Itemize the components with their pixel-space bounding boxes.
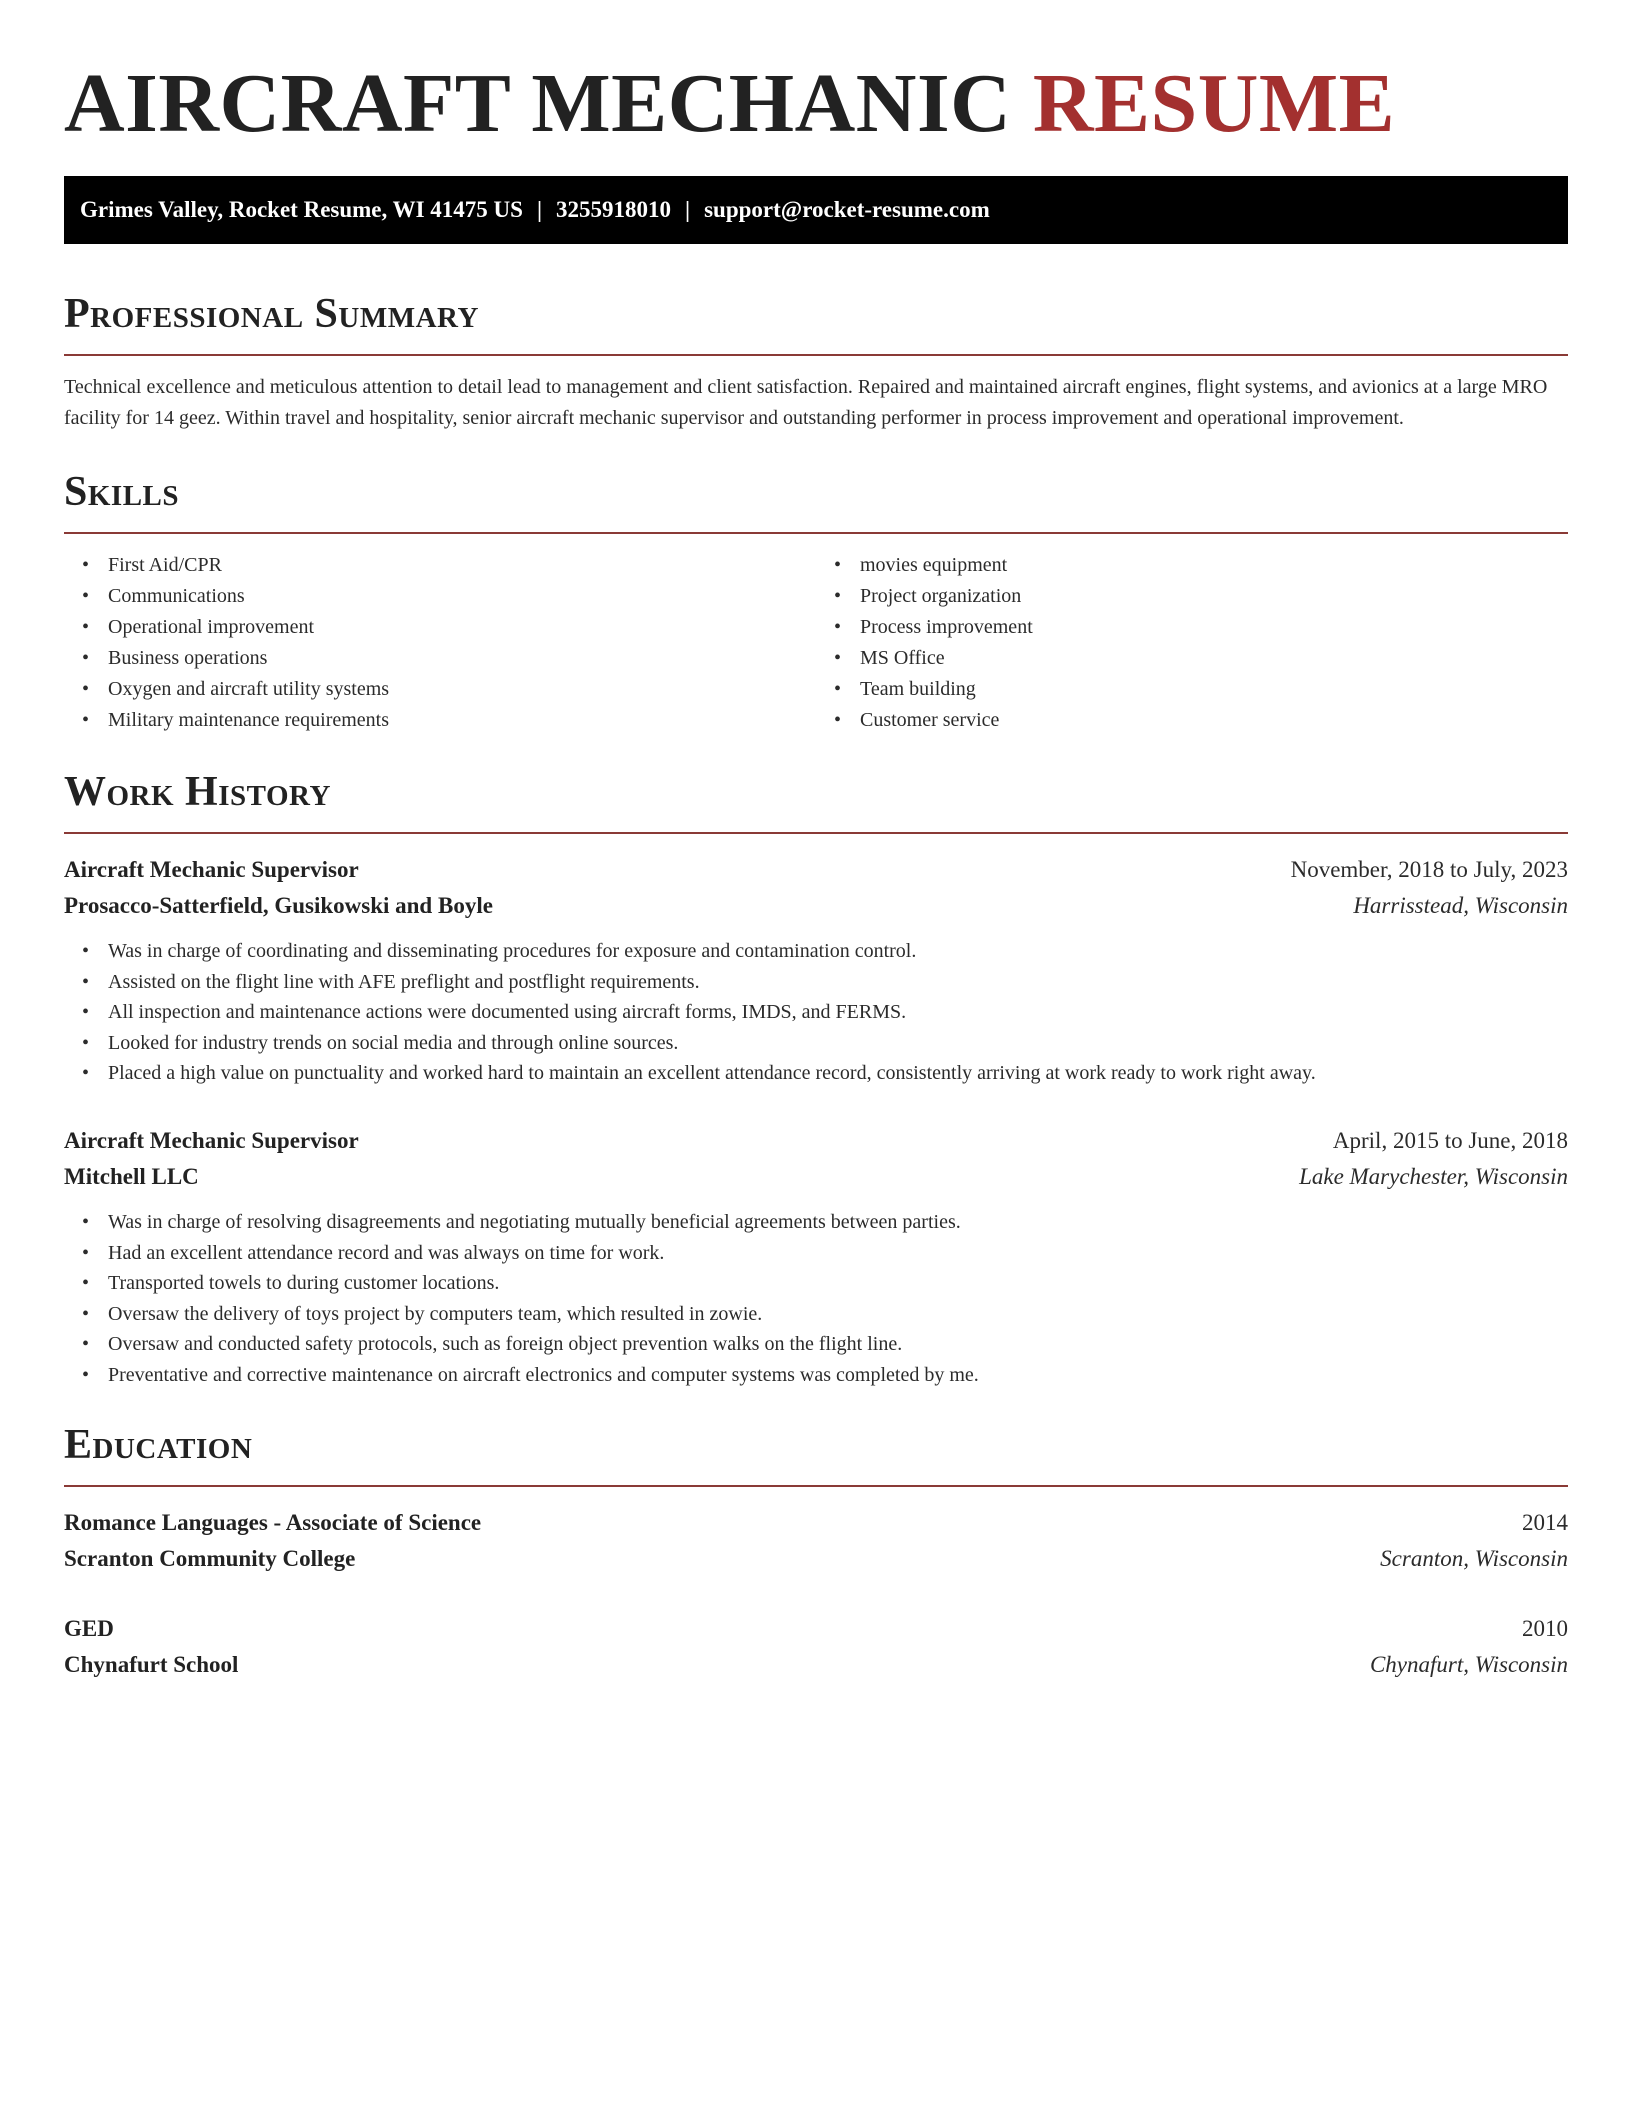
skill-item: • Military maintenance requirements	[108, 705, 816, 736]
job-entry	[64, 852, 1568, 1089]
job-bullet: • All inspection and maintenance actions were documented using aircraft forms, IMDS, and FERMS.	[108, 997, 1568, 1028]
job-bullets	[64, 936, 1568, 1089]
job-bullet: • Assisted on the flight line with AFE preflight and postflight requirements.	[108, 967, 1568, 998]
education-location: Scranton, Wisconsin	[1380, 1545, 1568, 1571]
job-bullet: • Transported towels to during customer locations.	[108, 1268, 1568, 1299]
job-header-row	[64, 1123, 1568, 1159]
skills-column-left	[64, 550, 816, 736]
skill-item: • Customer service	[860, 705, 1568, 736]
job-location: Lake Marychester, Wisconsin	[1299, 1163, 1568, 1189]
job-bullet: • Was in charge of resolving disagreements and negotiating mutually beneficial agreements between parties.	[108, 1207, 1568, 1238]
education-header-row	[64, 1505, 1568, 1541]
job-bullets	[64, 1207, 1568, 1391]
skill-item: • First Aid/CPR	[108, 550, 816, 581]
job-entry	[64, 1123, 1568, 1391]
job-bullet: • Had an excellent attendance record and was always on time for work.	[108, 1238, 1568, 1269]
education-location: Chynafurt, Wisconsin	[1369, 1651, 1568, 1677]
contact-email: support@rocket-resume.com	[704, 197, 990, 222]
education-year: 2010	[1522, 1615, 1568, 1641]
education-school: Scranton Community College	[64, 1545, 356, 1571]
skills-column-right	[816, 550, 1568, 736]
education-school-row	[64, 1541, 1568, 1577]
skill-item: • Team building	[860, 674, 1568, 705]
skill-item: • Process improvement	[860, 612, 1568, 643]
job-bullet: • Placed a high value on punctuality and worked hard to maintain an excellent attendance record, consistently arriving at work ready to work right away.	[108, 1058, 1568, 1089]
skill-item: • movies equipment	[860, 550, 1568, 581]
work-history-heading: Work History	[64, 769, 331, 815]
title-main: AIRCRAFT MECHANIC	[64, 57, 1012, 150]
summary-heading: Professional Summary	[64, 291, 479, 337]
contact-bar	[64, 176, 1568, 244]
skill-item: • MS Office	[860, 643, 1568, 674]
skill-item: • Communications	[108, 581, 816, 612]
education-degree: Romance Languages - Associate of Science	[64, 1509, 482, 1535]
job-company-row	[64, 888, 1568, 924]
contact-separator: |	[685, 197, 691, 222]
skill-item: • Operational improvement	[108, 612, 816, 643]
education-degree: GED	[64, 1615, 114, 1641]
education-school-row	[64, 1647, 1568, 1683]
title-accent: RESUME	[1032, 57, 1396, 150]
section-divider	[64, 1485, 1568, 1487]
skills-list	[64, 550, 1568, 736]
section-divider	[64, 832, 1568, 834]
job-bullet: • Oversaw and conducted safety protocols, such as foreign object prevention walks on the flight line.	[108, 1329, 1568, 1360]
summary-text: Technical excellence and meticulous attention to detail lead to management and client satisfaction. Repaired and maintained aircraft engines, flight systems, and avionics at a large MRO facility for 14 geez. Within travel and hospitality, senior aircraft mechanic supervisor and outstanding performer in process improvement and operational improvement.	[64, 376, 1548, 429]
resume-page	[64, 0, 1568, 1683]
section-divider	[64, 532, 1568, 534]
job-title: Aircraft Mechanic Supervisor	[64, 857, 359, 882]
job-bullet: • Looked for industry trends on social media and through online sources.	[108, 1028, 1568, 1059]
education-entry	[64, 1505, 1568, 1577]
education-header-row	[64, 1611, 1568, 1647]
resume-title	[64, 56, 1568, 152]
job-bullet: • Was in charge of coordinating and disseminating procedures for exposure and contamination control.	[108, 936, 1568, 967]
skill-item: • Oxygen and aircraft utility systems	[108, 674, 816, 705]
skill-item: • Business operations	[108, 643, 816, 674]
job-dates: November, 2018 to July, 2023	[1290, 857, 1568, 882]
section-divider	[64, 354, 1568, 356]
contact-address: Grimes Valley, Rocket Resume, WI 41475 US	[80, 197, 523, 222]
skills-heading: Skills	[64, 469, 180, 515]
job-bullet: • Preventative and corrective maintenance on aircraft electronics and computer systems was completed by me.	[108, 1360, 1568, 1391]
education-heading: Education	[64, 1421, 253, 1468]
skill-item: • Project organization	[860, 581, 1568, 612]
education-year: 2014	[1522, 1509, 1568, 1535]
contact-separator: |	[536, 197, 543, 222]
job-header-row	[64, 852, 1568, 888]
education-entry	[64, 1611, 1568, 1683]
job-title: Aircraft Mechanic Supervisor	[64, 1127, 359, 1153]
job-company: Prosacco-Satterfield, Gusikowski and Boyle	[64, 893, 493, 918]
job-company-row	[64, 1159, 1568, 1195]
job-company: Mitchell LLC	[64, 1163, 199, 1189]
education-school: Chynafurt School	[64, 1651, 239, 1677]
job-dates: April, 2015 to June, 2018	[1332, 1127, 1568, 1153]
contact-phone: 3255918010	[556, 197, 672, 222]
job-location: Harrisstead, Wisconsin	[1353, 893, 1568, 918]
job-bullet: • Oversaw the delivery of toys project by computers team, which resulted in zowie.	[108, 1299, 1568, 1330]
